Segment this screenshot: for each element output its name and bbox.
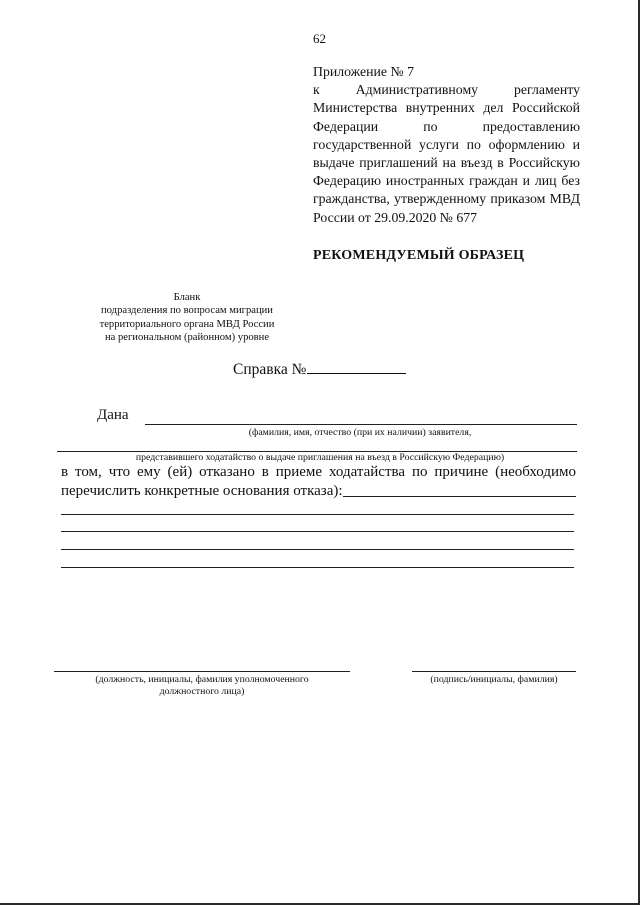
blank-header — [52, 291, 322, 345]
recommended-sample-heading: РЕКОМЕНДУЕМЫЙ ОБРАЗЕЦ — [313, 248, 525, 263]
blank-header-line: территориального органа МВД России — [99, 318, 275, 330]
blank-header-line: подразделения по вопросам миграции — [101, 305, 273, 317]
appendix-body: к Административному регламенту Министерства внутренних дел Российской Федерации по предоставлению государственной услуги по оформлению и выдаче приглашений на въезд в Российскую Федерацию иностранных граждан и лиц без гражданства, утвержденному приказом МВД России от 29.09.2020 № 677 — [313, 82, 580, 225]
applicant-name-caption: (фамилия, имя, отчество (при их наличии) заявителя, — [248, 427, 472, 438]
certificate-title — [233, 359, 406, 379]
refusal-reason-line[interactable] — [61, 514, 574, 515]
appendix-block — [313, 63, 580, 227]
issued-to-label: Дана — [97, 407, 129, 423]
blank-header-line: на региональном (районном) уровне — [104, 332, 270, 344]
petition-caption: представившего ходатайство о выдаче приглашения на въезд в Российскую Федерацию) — [135, 452, 505, 463]
certificate-number-field[interactable] — [307, 359, 406, 374]
certificate-label: Справка № — [233, 361, 307, 378]
official-caption-line: (должность, инициалы, фамилия уполномоченного — [95, 674, 309, 685]
official-field[interactable] — [54, 671, 350, 672]
refusal-reason-line[interactable] — [61, 567, 574, 568]
page-number: 62 — [313, 31, 326, 46]
signature-caption: (подпись/инициалы, фамилия) — [430, 674, 558, 685]
refusal-reason-line[interactable] — [61, 549, 574, 550]
appendix-title: Приложение № 7 — [313, 64, 415, 79]
signature-field[interactable] — [412, 671, 576, 672]
refusal-text: в том, что ему (ей) отказано в приеме ходатайства по причине (необходимо перечислить конкретные основания отказа): — [61, 464, 576, 499]
blank-header-line: Бланк — [173, 292, 201, 303]
applicant-name-field[interactable] — [145, 424, 577, 425]
refusal-reason-field[interactable] — [343, 496, 576, 497]
official-caption — [54, 674, 350, 698]
refusal-reason-line[interactable] — [61, 531, 574, 532]
official-caption-line: должностного лица) — [159, 686, 245, 697]
